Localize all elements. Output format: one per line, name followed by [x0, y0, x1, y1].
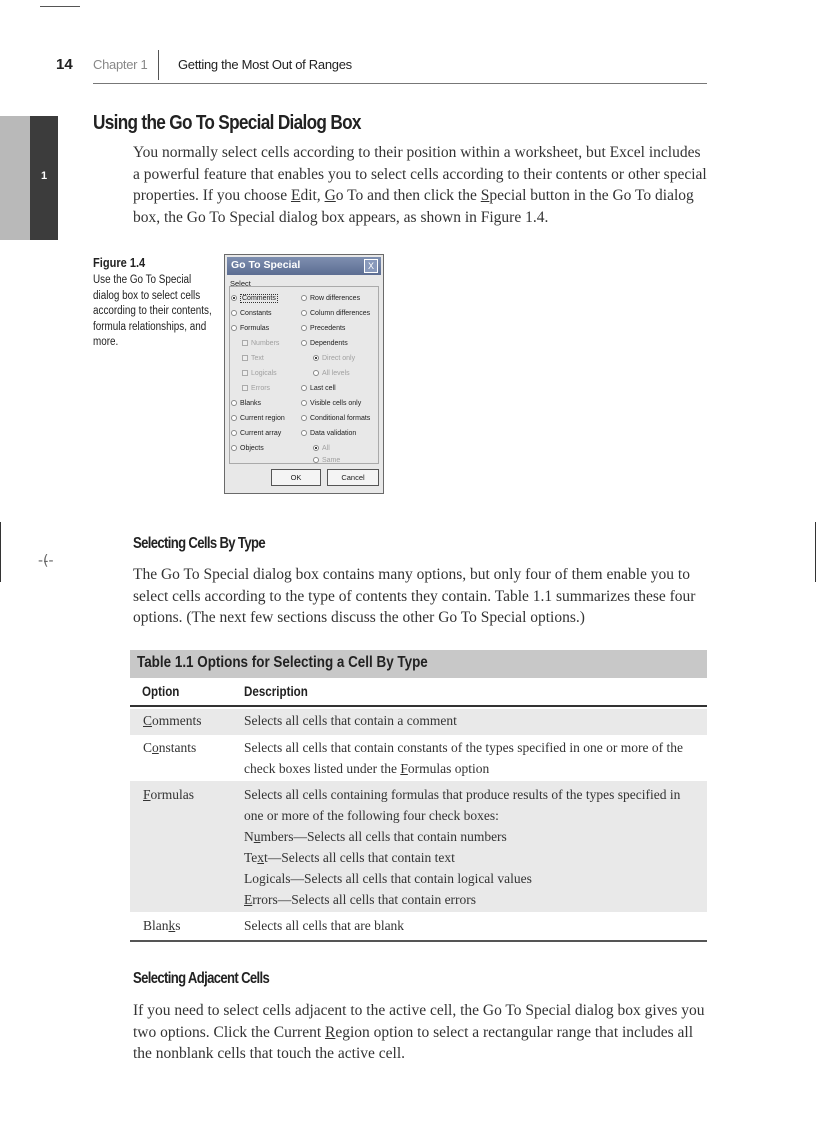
sub-item-numbers: Numbers—Selects all cells that contain numbers	[244, 829, 507, 844]
radio-icon	[301, 385, 307, 391]
chapter-label: Chapter 1	[93, 57, 148, 72]
column-header-option: Option	[142, 684, 180, 699]
sub-item-logicals: Logicals—Selects all cells that contain logical values	[244, 871, 532, 886]
row-description: Selects all cells that are blank	[244, 918, 405, 933]
option-constants[interactable]: Constants	[231, 309, 272, 319]
radio-icon	[231, 430, 237, 436]
option-same[interactable]: Same	[313, 456, 340, 466]
radio-icon	[313, 457, 319, 463]
paragraph-intro: You normally select cells according to their position within a worksheet, but Excel includes a powerful feature that enables you to select cells according to their contents or other special properties. If you choose Edit, Go To and then click the Special button in the Go To dialog box, the Go To Special dialog box appears, as shown in Figure 1.4.	[133, 144, 707, 226]
running-title: Getting the Most Out of Ranges	[178, 57, 352, 72]
option-column-differences[interactable]: Column differences	[301, 309, 370, 319]
radio-icon	[231, 415, 237, 421]
checkbox-icon	[242, 385, 248, 391]
option-formulas[interactable]: Formulas	[231, 324, 269, 334]
sub-item-errors: Errors—Selects all cells that contain errors	[244, 892, 477, 907]
crop-mark-top	[40, 6, 80, 7]
cursor-icon: -(̵-	[38, 553, 54, 569]
option-direct-only[interactable]: Direct only	[313, 354, 355, 364]
radio-icon	[313, 355, 319, 361]
radio-icon	[231, 325, 237, 331]
ok-button[interactable]: OK	[271, 469, 321, 486]
radio-icon	[301, 430, 307, 436]
table-row	[130, 709, 707, 735]
page-number: 14	[56, 56, 73, 73]
table-title: Table 1.1 Options for Selecting a Cell By Type	[137, 654, 428, 671]
option-all-levels[interactable]: All levels	[313, 369, 350, 379]
section-heading-cells-by-type: Selecting Cells By Type	[133, 535, 265, 552]
option-objects[interactable]: Objects	[231, 444, 264, 454]
radio-icon	[301, 340, 307, 346]
option-data-validation[interactable]: Data validation	[301, 429, 356, 439]
radio-icon	[301, 325, 307, 331]
option-current-array[interactable]: Current array	[231, 429, 281, 439]
select-group-label: Select	[230, 279, 251, 288]
row-description: Selects all cells that contain a comment	[244, 713, 457, 728]
dialog-title: Go To Special	[231, 259, 301, 271]
radio-icon	[313, 370, 319, 376]
radio-icon	[301, 310, 307, 316]
radio-icon	[301, 295, 307, 301]
option-conditional-formats[interactable]: Conditional formats	[301, 414, 370, 424]
row-description: Selects all cells that contain constants of the types specified in one or more of the check boxes listed under the Formulas option	[244, 740, 683, 776]
checkbox-errors[interactable]: Errors	[242, 384, 270, 394]
table-header-rule	[130, 705, 707, 707]
checkbox-text[interactable]: Text	[242, 354, 264, 364]
row-description: Selects all cells containing formulas that produce results of the types specified in one or more of the following four check boxes: Numbers—Selects all cells that contain numbers Text—Selects all cells that contain text Logicals—Selects all cells that contain logical values Errors—Selects all cells that contain errors	[244, 784, 702, 910]
side-tab-number: 1	[40, 170, 48, 182]
section-heading-go-to-special: Using the Go To Special Dialog Box	[93, 112, 361, 134]
figure-caption: Use the Go To Special dialog box to select cells according to their contents, formula relationships, and more.	[93, 274, 212, 348]
option-dependents[interactable]: Dependents	[301, 339, 348, 349]
sub-item-text: Text—Selects all cells that contain text	[244, 850, 455, 865]
option-visible-cells-only[interactable]: Visible cells only	[301, 399, 361, 409]
radio-icon	[301, 415, 307, 421]
table-row	[130, 735, 707, 781]
figure-label: Figure 1.4	[93, 255, 146, 270]
row-option-comments: Comments	[143, 713, 202, 728]
checkbox-logicals[interactable]: Logicals	[242, 369, 277, 379]
paragraph-cells-by-type: The Go To Special dialog box contains many options, but only four of them enable you to select cells according to the type of contents they contain. Table 1.1 summarizes these four options. (The next few sections discuss the other Go To Special options.)	[133, 566, 696, 626]
checkbox-icon	[242, 340, 248, 346]
table-row	[130, 781, 707, 912]
option-all[interactable]: All	[313, 444, 330, 454]
option-row-differences[interactable]: Row differences	[301, 294, 360, 304]
side-tab-gray	[0, 116, 30, 240]
close-icon[interactable]: X	[364, 259, 378, 273]
crop-mark-left	[0, 522, 1, 582]
radio-icon	[231, 310, 237, 316]
row-option-blanks: Blanks	[143, 918, 181, 933]
section-heading-adjacent-cells: Selecting Adjacent Cells	[133, 970, 270, 987]
header-rule	[93, 83, 707, 84]
header-separator	[158, 50, 159, 80]
paragraph-adjacent-cells: If you need to select cells adjacent to the active cell, the Go To Special dialog box gives you two options. Click the Current Region option to select a rectangular range that includes all the nonblank cells that touch the active cell.	[133, 1002, 705, 1062]
go-to-special-dialog	[224, 254, 384, 494]
radio-icon	[301, 400, 307, 406]
radio-icon	[231, 295, 237, 301]
option-blanks[interactable]: Blanks	[231, 399, 261, 409]
table-bottom-rule	[130, 940, 707, 942]
option-comments[interactable]: Comments	[231, 294, 278, 304]
radio-icon	[231, 445, 237, 451]
checkbox-icon	[242, 370, 248, 376]
checkbox-numbers[interactable]: Numbers	[242, 339, 279, 349]
option-last-cell[interactable]: Last cell	[301, 384, 336, 394]
option-current-region[interactable]: Current region	[231, 414, 285, 424]
dialog-title-bar	[227, 257, 381, 275]
cancel-button[interactable]: Cancel	[327, 469, 379, 486]
option-precedents[interactable]: Precedents	[301, 324, 345, 334]
column-header-description: Description	[244, 684, 308, 699]
radio-icon	[231, 400, 237, 406]
row-option-formulas: Formulas	[143, 787, 195, 802]
row-option-constants: Constants	[143, 740, 197, 755]
radio-icon	[313, 445, 319, 451]
checkbox-icon	[242, 355, 248, 361]
table-row	[130, 912, 707, 940]
